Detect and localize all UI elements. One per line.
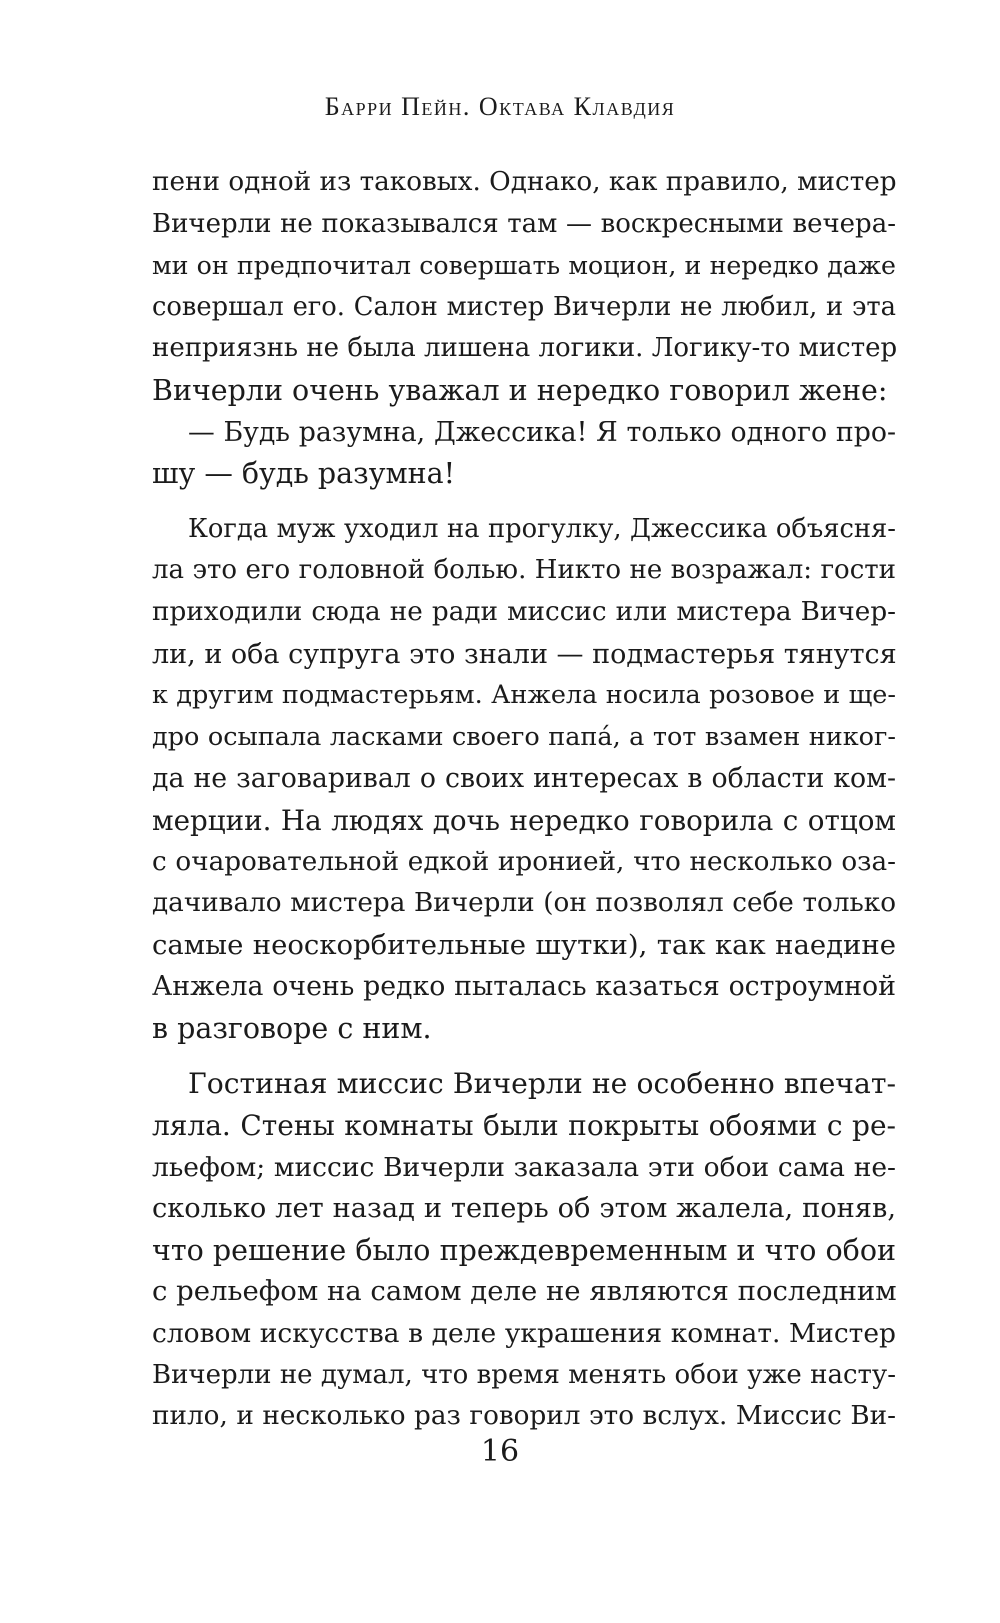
text-line: Когда муж уходил на прогулку, Джессика объясня- [188,513,896,544]
paragraph-4 [152,1063,896,1437]
text-line: с рельефом на самом деле не являются последним [152,1275,897,1308]
text-line: Гостиная миссис Вичерли не особенно впечат- [188,1067,896,1101]
text-line: словом искусства в деле украшения комнат. Мистер [152,1318,896,1350]
text-line: шу — будь разумна! [152,457,456,491]
page-number: 16 [480,1434,520,1469]
text-line: пило, и несколько раз говорил это вслух. Миссис Ви- [152,1401,896,1432]
text-line: к другим подмастерьям. Анжела носила розовое и ще- [152,680,896,711]
text-line: дро осыпала ласками своего папа́, а тот взамен никог- [152,721,896,752]
text-line: Вичерли очень уважал и нередко говорил жене: [152,373,888,407]
text-line: ла это его головной болью. Никто не возражал: гости [152,555,896,586]
text-line: ми он предпочитал совершать моцион, и нередко даже [152,251,896,281]
paragraph-gap [152,495,896,509]
text-line: льефом; миссис Вичерли заказала эти обои сама не- [152,1151,896,1183]
paragraph-1 [152,162,896,412]
text-line: самые неоскорбительные шутки), так как наедине [152,928,896,961]
text-line: с очаровательной едкой иронией, что несколько оза- [152,846,896,877]
paragraph-3 [152,509,896,1050]
text-line: мерции. На людях дочь нередко говорила с отцом [152,803,896,837]
text-line: дачивало мистера Вичерли (он позволял себе только [152,888,896,919]
text-line: Вичерли не показывался там — воскресными вечера- [152,208,896,239]
body-text [152,162,896,1438]
text-line: в разговоре с ним. [152,1011,432,1045]
text-line: Вичерли не думал, что время менять обои уже насту- [152,1359,896,1390]
text-line: что решение было преждевременным и что обои [152,1233,896,1267]
text-line: ли, и оба супруга это знали — подмастерья тянутся [152,638,897,670]
text-line: пени одной из таковых. Однако, как правило, мистер [152,167,897,197]
paragraph-2-dialogue [152,412,896,495]
text-line: приходили сюда не ради миссис или мистера Вичер- [152,596,896,627]
text-line: ляла. Стены комнаты были покрыты обоями с ре- [152,1109,896,1143]
paragraph-gap [152,1049,896,1063]
text-line: неприязнь не была лишена логики. Логику-то мистер [152,333,898,364]
text-line: Анжела очень редко пыталась казаться остроумной [152,971,896,1003]
text-line: сколько лет назад и теперь об этом жалела, поняв, [152,1193,896,1225]
text-line: — Будь разумна, Джессика! Я только одного про- [188,416,896,448]
text-line: да не заговаривал о своих интересах в области ком- [152,763,896,795]
text-line: совершал его. Салон мистер Вичерли не любил, и эта [152,291,896,322]
running-head: Барри Пейн. Октава Клавдия [324,92,676,121]
